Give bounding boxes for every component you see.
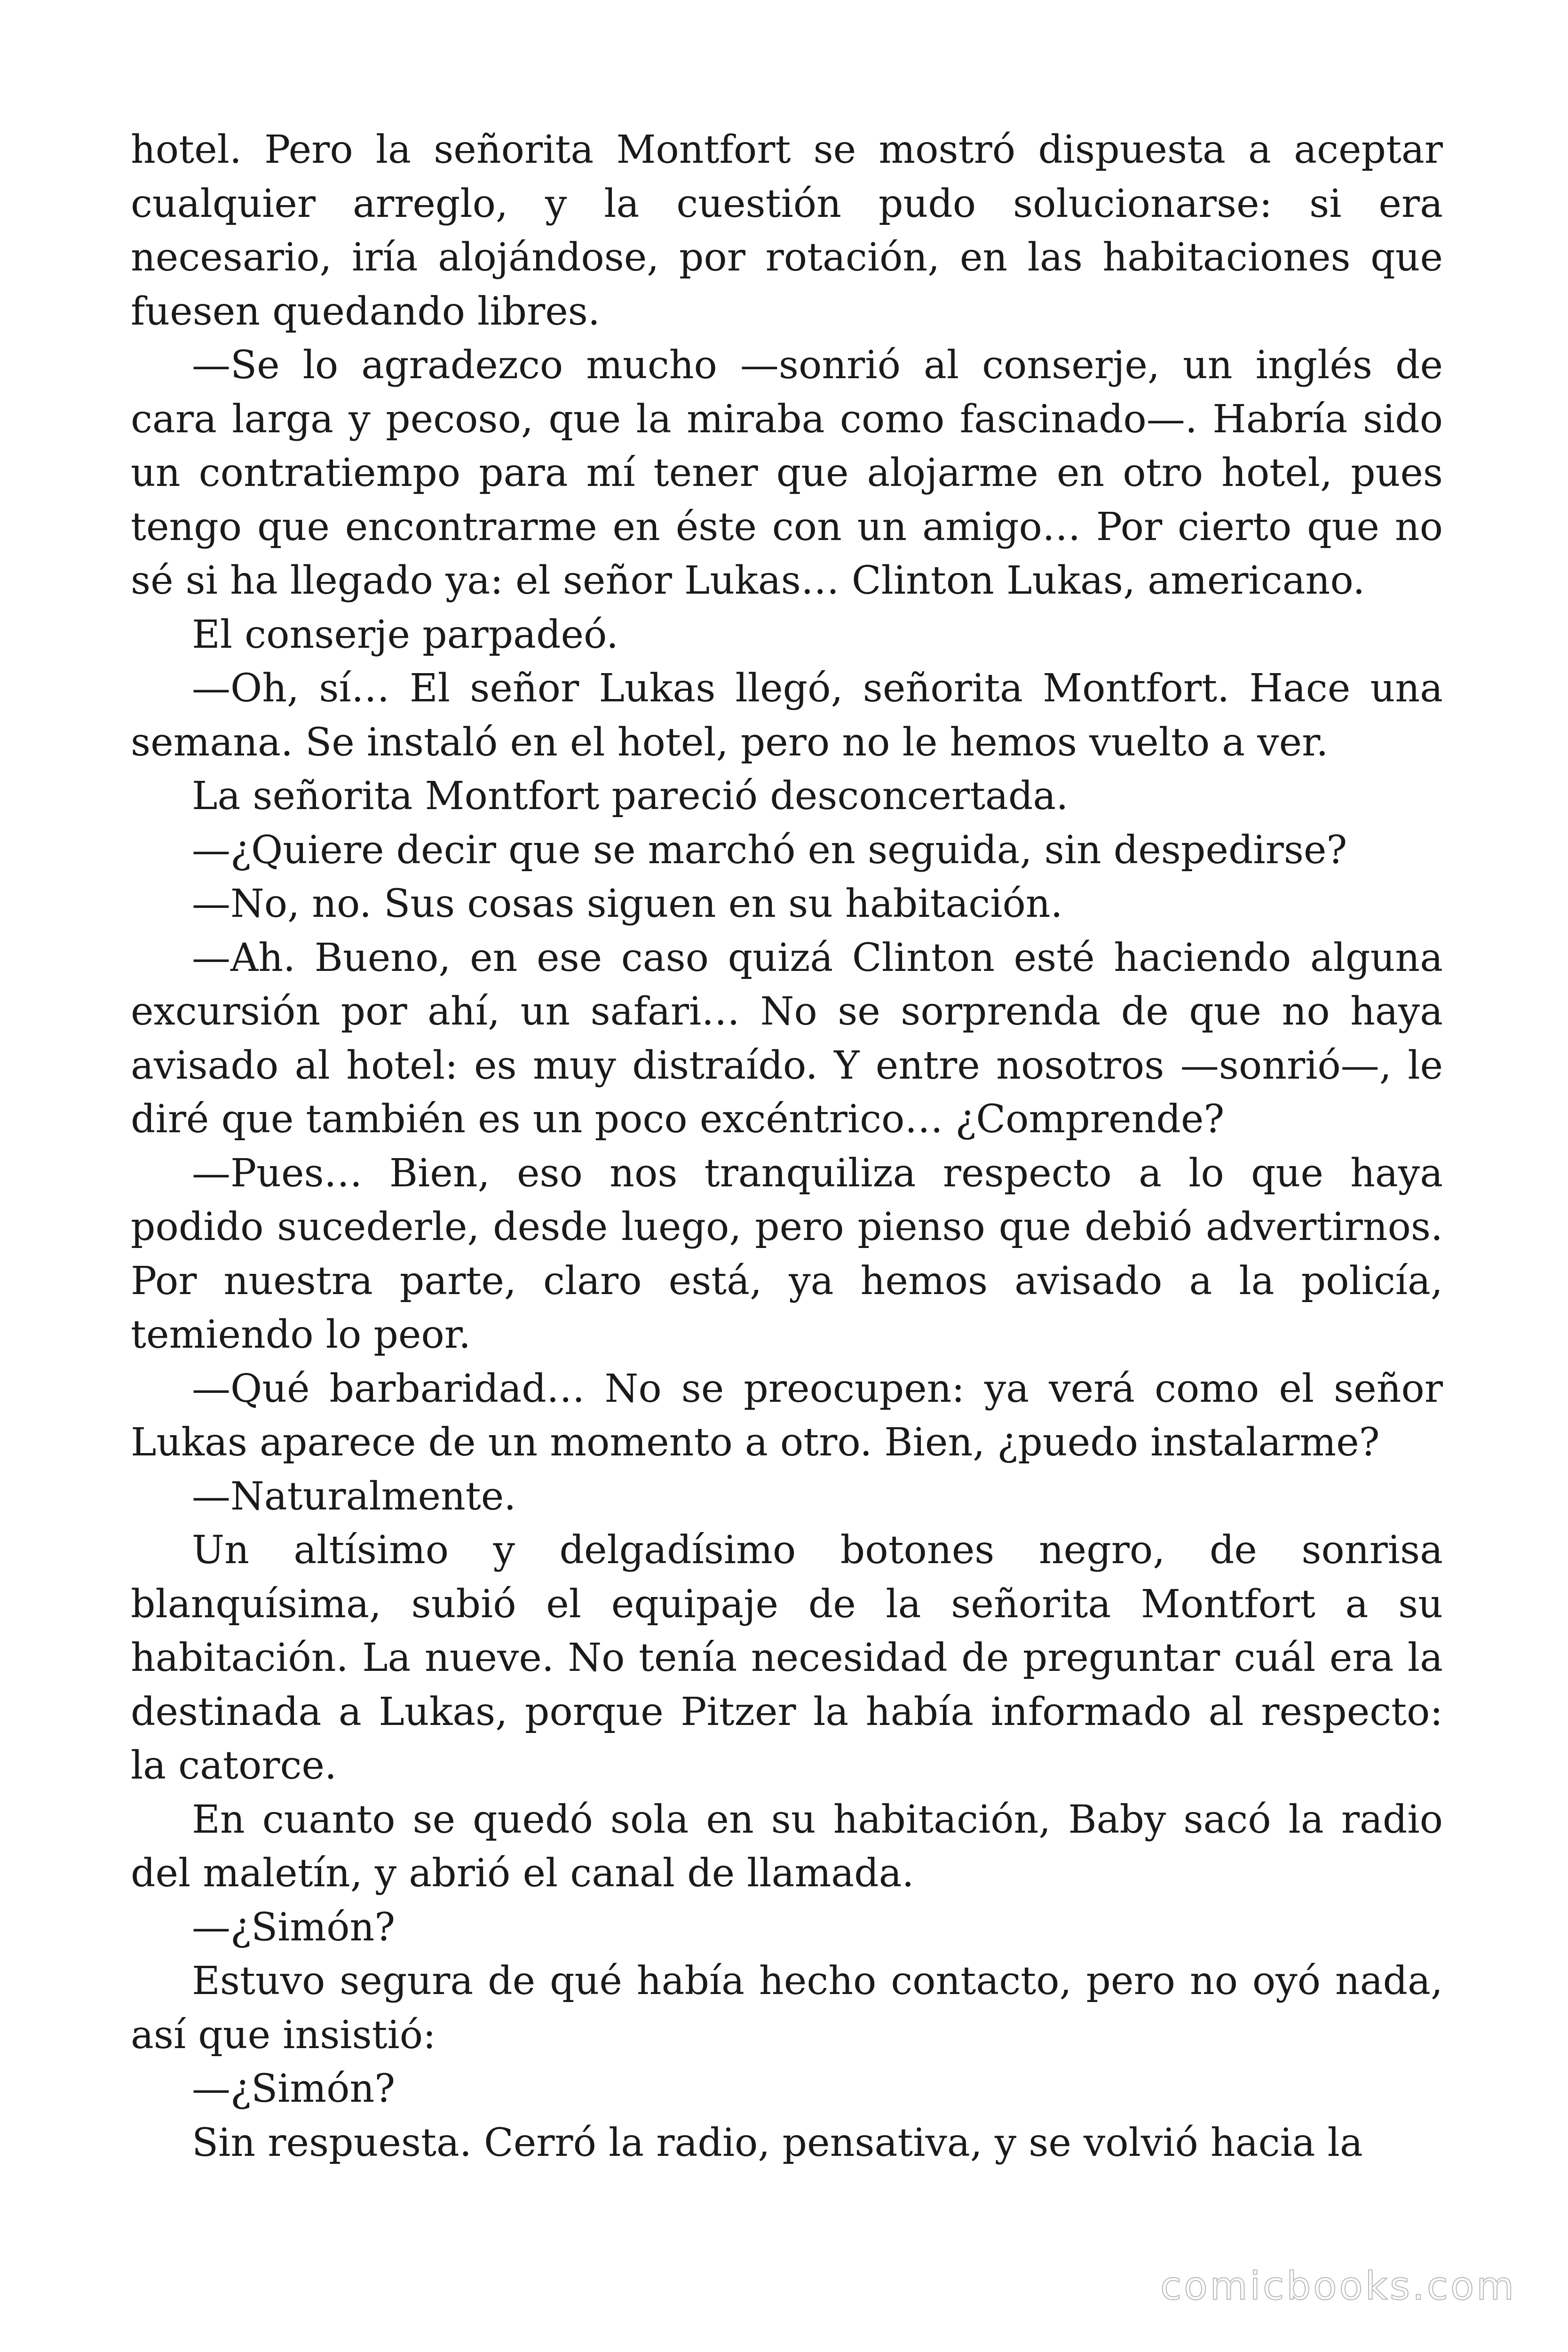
paragraph-11: —Naturalmente.: [192, 1474, 516, 1519]
paragraph-9: —Pues… Bien, eso nos tranquiliza respecto a lo que haya podido sucederle, desde luego, pero pienso que debió advertirnos. Por nuestra parte, claro está, ya hemos avisado a la policía, temiendo lo peor.: [131, 1151, 1443, 1357]
paragraph-15: Estuvo segura de qué había hecho contacto, pero no oyó nada, así que insistió:: [131, 1959, 1443, 2058]
paragraph-2: —Se lo agradezco mucho —sonrió al conserje, un inglés de cara larga y pecoso, que la miraba como fascinado—. Habría sido un contratiempo para mí tener que alojarme en otro hotel, pues tengo que encontrarme en éste con un amigo… Por cierto que no sé si ha llegado ya: el señor Lukas… Clinton Lukas, americano.: [131, 343, 1443, 603]
paragraph-1: hotel. Pero la señorita Montfort se mostró dispuesta a aceptar cualquier arreglo, y la cuestión pudo solucionarse: si era necesario, iría alojándose, por rotación, en las habitaciones que fuesen quedando libres.: [131, 127, 1443, 334]
paragraph-7: —No, no. Sus cosas siguen en su habitación.: [192, 882, 1063, 926]
paragraph-12: Un altísimo y delgadísimo botones negro, de sonrisa blanquísima, subió el equipaje de la señorita Montfort a su habitación. La nueve. No tenía necesidad de preguntar cuál era la destinada a Lukas, porque Pitzer la había informado al respecto: la catorce.: [131, 1528, 1443, 1788]
paragraph-4: —Oh, sí… El señor Lukas llegó, señorita Montfort. Hace una semana. Se instaló en el hotel, pero no le hemos vuelto a ver.: [131, 666, 1443, 765]
paragraph-10: —Qué barbaridad… No se preocupen: ya verá como el señor Lukas aparece de un momento a otro. Bien, ¿puedo instalarme?: [131, 1366, 1443, 1465]
paragraph-8: —Ah. Bueno, en ese caso quizá Clinton esté haciendo alguna excursión por ahí, un safari… No se sorprenda de que no haya avisado al hotel: es muy distraído. Y entre nosotros —sonrió—, le diré que también es un poco excéntrico… ¿Comprende?: [131, 935, 1443, 1142]
paragraph-5: La señorita Montfort pareció desconcertada.: [192, 774, 1069, 818]
book-page-text: [131, 123, 1443, 2170]
paragraph-6: —¿Quiere decir que se marchó en seguida, sin despedirse?: [192, 827, 1347, 873]
paragraph-3: El conserje parpadeó.: [192, 612, 619, 657]
paragraph-16: —¿Simón?: [192, 2066, 396, 2111]
paragraph-13: En cuanto se quedó sola en su habitación, Baby sacó la radio del maletín, y abrió el canal de llamada.: [131, 1797, 1443, 1896]
paragraph-17: Sin respuesta. Cerró la radio, pensativa, y se volvió hacia la: [192, 2120, 1363, 2165]
watermark-text: comicbooks.com: [1160, 2264, 1516, 2309]
paragraph-14: —¿Simón?: [192, 1905, 396, 1950]
